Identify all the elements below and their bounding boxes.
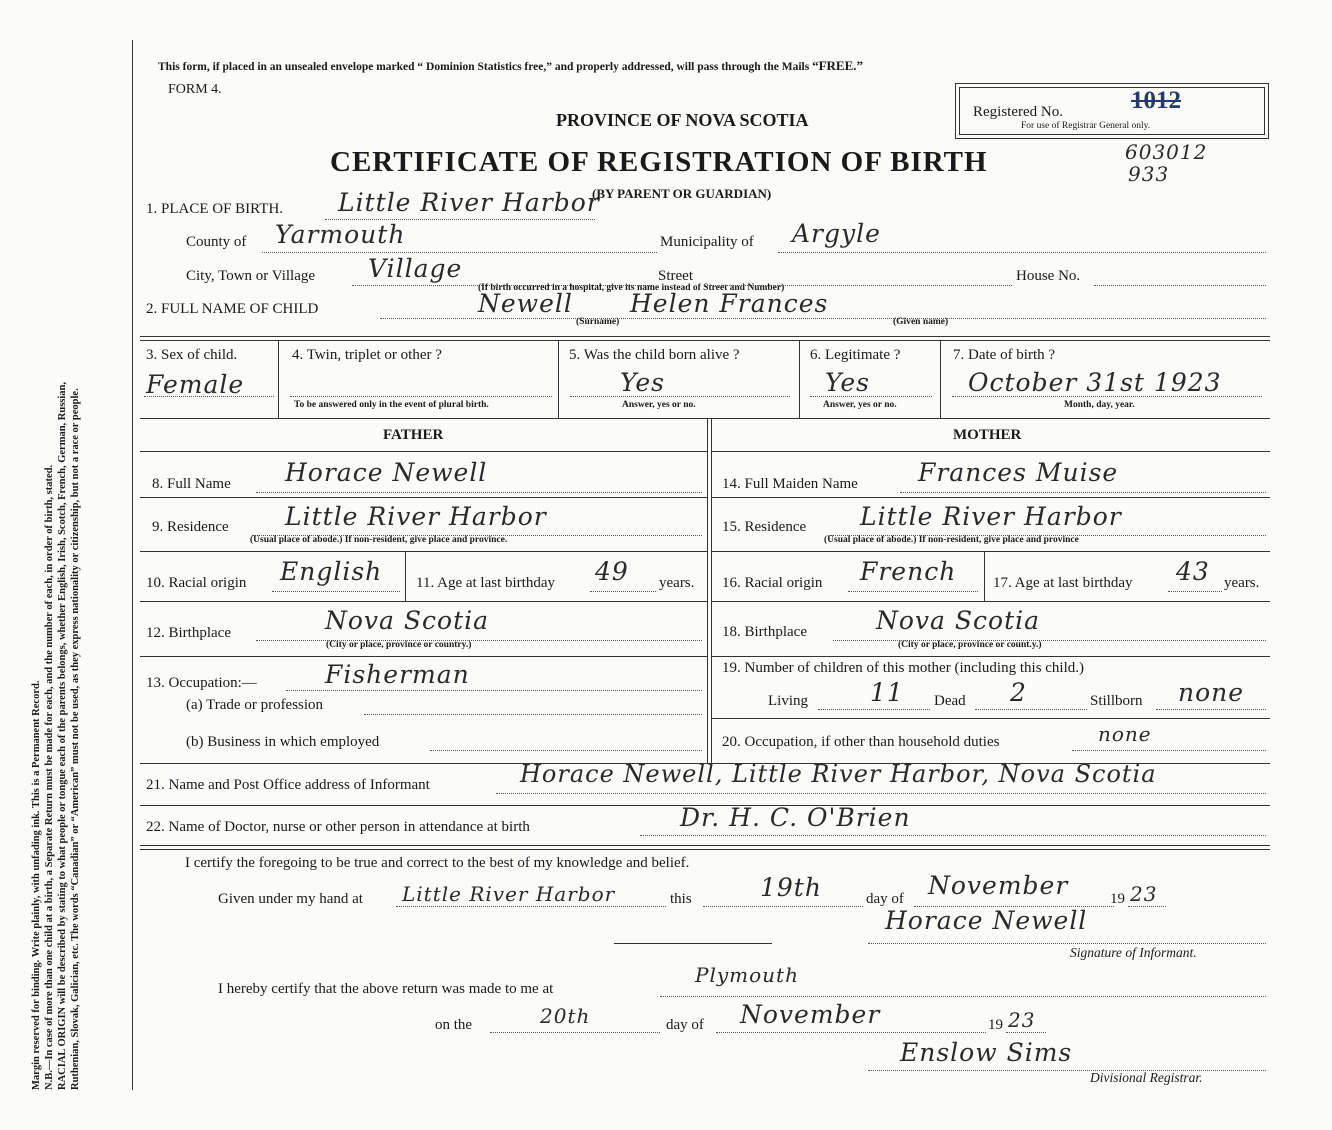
certify-text: I certify the foregoing to be true and correct to the best of my knowledge and belief. [185, 855, 690, 871]
f11-label: 11. Age at last birthday [416, 575, 555, 591]
mail-notice [158, 58, 863, 74]
corner-mark-top: 603012 [1125, 140, 1208, 164]
given-this: this [670, 891, 692, 907]
f14-label: 14. Full Maiden Name [722, 476, 858, 492]
f19-stillborn-value: none [1178, 678, 1245, 707]
registrar-signature-label: Divisional Registrar. [1090, 1070, 1203, 1085]
f13b-label: (b) Business in which employed [186, 734, 380, 750]
f13-label: 13. Occupation:— [146, 675, 257, 691]
f15-value: Little River Harbor [860, 502, 1122, 531]
f19-label: 19. Number of children of this mother (including this child.) [722, 660, 1085, 676]
f19-living-label: Living [768, 693, 808, 709]
f17-value: 43 [1176, 557, 1210, 586]
f19-dead-label: Dead [934, 693, 966, 709]
given-day: 19th [760, 873, 822, 902]
form-number: FORM 4. [168, 82, 222, 97]
f4-note: To be answered only in the event of plural birth. [294, 400, 489, 410]
f12-value: Nova Scotia [325, 606, 490, 635]
f9-label: 9. Residence [152, 519, 229, 535]
mail-notice-free: “FREE.” [812, 58, 863, 73]
on-label: on the [435, 1017, 473, 1033]
f3-label: 3. Sex of child. [146, 347, 238, 363]
f22-label: 22. Name of Doctor, nurse or other person in attendance at birth [146, 819, 530, 835]
f18-note: (City or place, province or count.y.) [898, 640, 1042, 650]
on-day: 20th [540, 1004, 591, 1028]
given-note: (Given name) [893, 317, 949, 327]
province-title: PROVINCE OF NOVA SCOTIA [556, 110, 809, 130]
f20-label: 20. Occupation, if other than household duties [722, 734, 1000, 750]
f3-value: Female [146, 370, 245, 399]
f5-value: Yes [620, 368, 665, 397]
house-label: House No. [1016, 268, 1081, 284]
page-title: CERTIFICATE OF REGISTRATION OF BIRTH [330, 146, 988, 178]
f17-label: 17. Age at last birthday [993, 575, 1133, 591]
given-month: November [928, 871, 1069, 900]
f1-value: Little River Harbor [338, 188, 600, 217]
f6-label: 6. Legitimate ? [810, 347, 901, 363]
city-label: City, Town or Village [186, 268, 316, 284]
f10-value: English [280, 557, 383, 586]
f19-stillborn-label: Stillborn [1090, 693, 1143, 709]
municipality-value: Argyle [792, 219, 881, 248]
margin-rule [132, 40, 133, 1090]
f14-value: Frances Muise [918, 458, 1119, 487]
registered-box [955, 83, 1269, 139]
f22-value: Dr. H. C. O'Brien [680, 803, 911, 832]
f12-label: 12. Birthplace [146, 625, 231, 641]
registrar-signature: Enslow Sims [900, 1038, 1073, 1067]
given-year: 23 [1130, 882, 1158, 906]
corner-mark-bottom: 933 [1128, 162, 1170, 186]
f7-value: October 31st 1923 [968, 368, 1222, 397]
hereby-place: Plymouth [695, 963, 799, 987]
f21-value: Horace Newell, Little River Harbor, Nova Scotia [520, 760, 1157, 788]
f8-value: Horace Newell [285, 458, 488, 487]
given-label: Given under my hand at [218, 891, 363, 907]
f16-label: 16. Racial origin [722, 575, 823, 591]
margin-line-1: Margin reserved for binding. Write plainly, with unfading ink. This is a Permanent Record. [31, 680, 42, 1090]
margin-notes [30, 30, 82, 1090]
on-year: 23 [1008, 1008, 1036, 1032]
mother-heading: MOTHER [953, 427, 1022, 443]
f11-unit: years. [659, 575, 695, 591]
f20-value: none [1098, 722, 1152, 746]
child-surname: Newell [478, 289, 573, 318]
f5-note: Answer, yes or no. [622, 400, 696, 410]
f6-value: Yes [825, 368, 870, 397]
f9-note: (Usual place of abode.) If non-resident, give place and province. [250, 535, 508, 545]
informant-signature: Horace Newell [885, 906, 1088, 935]
f10-label: 10. Racial origin [146, 575, 247, 591]
f1-label: 1. PLACE OF BIRTH. [146, 201, 284, 217]
f8-label: 8. Full Name [152, 476, 231, 492]
f15-label: 15. Residence [722, 519, 807, 535]
hereby-label: I hereby certify that the above return was made to me at [218, 981, 554, 997]
margin-line-2: N.B.—In case of more than one child at a birth, a Separate Return must be made for each, and the number of each, in order of birth, stated. [44, 464, 55, 1090]
page-subtitle: (BY PARENT OR GUARDIAN) [592, 186, 772, 201]
margin-line-4: Ruthenian, Slovak, Galician, etc. The words “Canadian” or “American” must not be used, as they express nationality or citizenship, but not a race or people. [70, 388, 81, 1090]
street-label: Street [658, 268, 693, 284]
registered-number: 1012 [1131, 87, 1181, 114]
f17-unit: years. [1224, 575, 1260, 591]
f18-label: 18. Birthplace [722, 624, 807, 640]
f13a-label: (a) Trade or profession [186, 697, 324, 713]
informant-signature-label: Signature of Informant. [1070, 945, 1197, 960]
child-given-name: Helen Frances [630, 289, 829, 318]
f13-value: Fisherman [325, 660, 470, 689]
f7-label: 7. Date of birth ? [953, 347, 1056, 363]
margin-line-3: RACIAL ORIGIN will be described by stating to what people or tongue each of the parents belongs, whether English, Irish, Scotch, French, German, Russian, [57, 381, 68, 1090]
f18-value: Nova Scotia [876, 606, 1041, 635]
registered-note: For use of Registrar General only. [1021, 121, 1151, 131]
f19-living-value: 11 [870, 678, 904, 707]
father-heading: FATHER [383, 427, 444, 443]
f16-value: French [860, 557, 957, 586]
f9-value: Little River Harbor [285, 502, 547, 531]
f12-note: (City or place, province or country.) [326, 640, 472, 650]
city-value: Village [368, 254, 463, 283]
on-month: November [740, 1000, 881, 1029]
f7-note: Month, day, year. [1064, 400, 1135, 410]
f2-label: 2. FULL NAME OF CHILD [146, 301, 319, 317]
f19-dead-value: 2 [1010, 678, 1027, 707]
city-note: (If birth occurred in a hospital, give its name instead of Street and Number) [478, 283, 785, 293]
surname-note: (Surname) [576, 317, 620, 327]
f5-label: 5. Was the child born alive ? [569, 347, 740, 363]
f6-note: Answer, yes or no. [823, 400, 897, 410]
on-day-of: day of [666, 1017, 704, 1033]
given-day-of: day of [866, 891, 904, 907]
mail-notice-text: This form, if placed in an unsealed envelope marked “ Dominion Statistics free,” and properly addressed, will pass through the Mails [158, 61, 810, 73]
given-place: Little River Harbor [402, 882, 616, 906]
county-label: County of [186, 234, 247, 250]
county-value: Yarmouth [275, 220, 406, 249]
on-year-prefix: 19 [988, 1017, 1003, 1033]
f21-label: 21. Name and Post Office address of Informant [146, 777, 430, 793]
municipality-label: Municipality of [660, 234, 754, 250]
f11-value: 49 [595, 557, 629, 586]
f4-label: 4. Twin, triplet or other ? [292, 347, 442, 363]
given-year-prefix: 19 [1110, 891, 1125, 907]
f15-note: (Usual place of abode.) If non-resident, give place and province [824, 535, 1079, 545]
registered-label: Registered No. [973, 104, 1063, 120]
